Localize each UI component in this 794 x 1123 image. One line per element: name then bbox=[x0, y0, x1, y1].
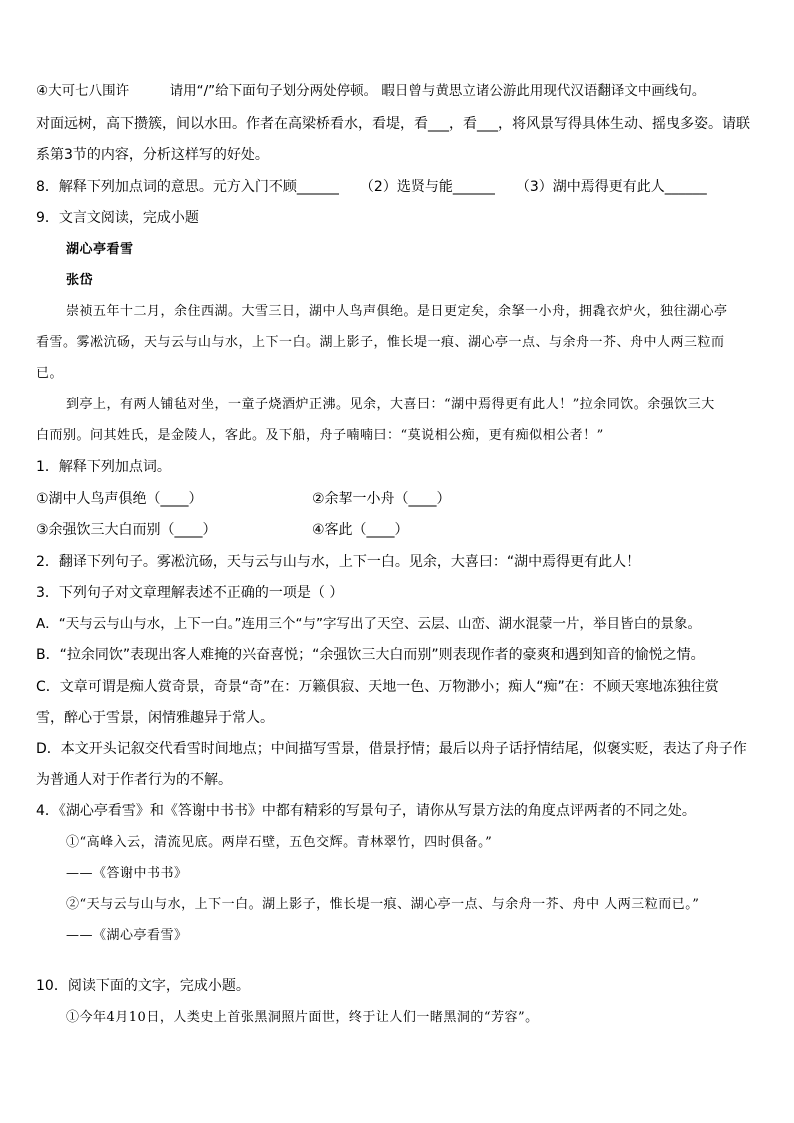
option-b: B．“拉余同饮”表现出客人难掩的兴奋喜悦；“余强饮三大白而别”则表现作者的豪爽和遇到知音的愉悦之情。 bbox=[36, 647, 705, 663]
passage-author: 张岱 bbox=[66, 273, 94, 288]
option-a: A．“天与云与山与水，上下一白。”连用三个“与”字写出了天空、云层、山峦、湖水混蒙一片，举目皆白的景象。 bbox=[36, 616, 701, 632]
question-10: 10．阅读下面的文字，完成小题。 bbox=[36, 978, 250, 994]
option-c: C．文章可谓是痴人赏奇景，奇景“奇”在：万籁俱寂、天地一色、万物渺小；痴人“痴”在：不顾天寒地冻独往赏 bbox=[36, 679, 719, 695]
option-c-cont: 雪，醉心于雪景，闲情雅趣异于常人。 bbox=[36, 710, 274, 726]
sub-item: ③余强饮三大白而别（____） bbox=[36, 522, 217, 538]
passage-title: 湖心亭看雪 bbox=[66, 242, 134, 257]
sub-question-1: 1．解释下列加点词。 bbox=[36, 459, 171, 475]
quote-2: ②“天与云与山与水，上下一白。湖上影子，惟长堤一痕、湖心亭一点、与余舟一芥、舟中 人两三粒而已。” bbox=[66, 897, 700, 912]
sub-question-3: 3．下列句子对文章理解表述不正确的一项是（ ） bbox=[36, 585, 344, 601]
passage-line: 白而别。问其姓氏，是金陵人，客此。及下船，舟子喃喃曰：“莫说相公痴，更有痴似相公者！” bbox=[36, 428, 604, 443]
passage-line: 看雪。雾凇沆砀，天与云与山与水，上下一白。湖上影子，惟长堤一痕、湖心亭一点、与余舟一芥、舟中人两三粒而 bbox=[36, 335, 725, 350]
quote-1-source: ——《答谢中书书》 bbox=[66, 866, 188, 881]
sub-question-2: 2．翻译下列句子。雾凇沆砀，天与云与山与水，上下一白。见余，大喜曰：“湖中焉得更有此人！ bbox=[36, 554, 641, 570]
quote-1: ①“高峰入云，清流见底。两岸石壁，五色交辉。青林翠竹，四时俱备。” bbox=[66, 835, 493, 850]
sub-item: ④客此（____） bbox=[312, 522, 409, 538]
text-line-question-body: 系第3节的内容，分析这样写的好处。 bbox=[36, 147, 269, 163]
passage-line: ①今年4月10日，人类史上首张黑洞照片面世，终于让人们一睹黑洞的“芳容”。 bbox=[66, 1010, 539, 1025]
text-line-question-header: ④大可七八围许 请用“/”给下面句子划分两处停顿。 暇日曾与黄思立诸公游此用现代汉语翻译文中画线句。 bbox=[36, 83, 706, 99]
passage-line: 到亭上，有两人铺毡对坐，一童子烧酒炉正沸。见余，大喜曰：“湖中焉得更有此人！”拉余同饮。余强饮三大 bbox=[66, 397, 715, 412]
option-d: D．本文开头记叙交代看雪时间地点；中间描写雪景，借景抒情；最后以舟子话抒情结尾，似褒实贬，表达了舟子作 bbox=[36, 741, 747, 757]
sub-item: ①湖中人鸟声俱绝（____） bbox=[36, 491, 203, 507]
question-8: 8．解释下列加点词的意思。元方入门不顾______ （2）选贤与能______ （3）湖中焉得更有此人______ bbox=[36, 179, 707, 195]
text-line-question-body: 对面远树，高下攒簇，间以水田。作者在高梁桥看水，看堤，看___，看___，将风景写得具体生动、摇曳多姿。请联 bbox=[36, 116, 750, 132]
question-9: 9．文言文阅读，完成小题 bbox=[36, 210, 199, 226]
option-d-cont: 为普通人对于作者行为的不解。 bbox=[36, 772, 232, 788]
passage-line: 崇祯五年十二月，余住西湖。大雪三日，湖中人鸟声俱绝。是日更定矣，余拏一小舟，拥毳衣炉火，独往湖心亭 bbox=[66, 304, 728, 319]
sub-item: ②余挈一小舟（____） bbox=[312, 491, 451, 507]
quote-2-source: ——《湖心亭看雪》 bbox=[66, 928, 188, 943]
sub-question-4: 4．《湖心亭看雪》和《答谢中书书》中都有精彩的写景句子，请你从写景方法的角度点评两者的不同之处。 bbox=[36, 803, 696, 819]
passage-line: 已。 bbox=[36, 366, 64, 381]
